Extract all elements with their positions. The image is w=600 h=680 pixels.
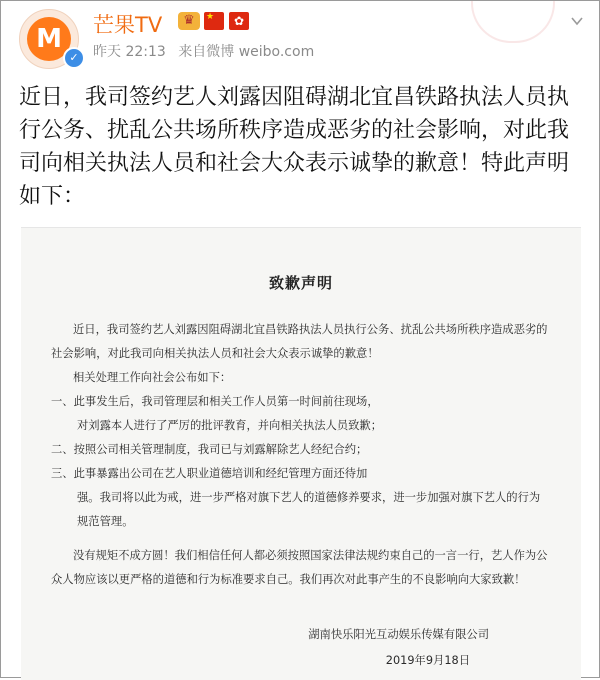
post-meta xyxy=(93,41,322,61)
chevron-down-icon[interactable] xyxy=(569,13,585,29)
hong-kong-flag-icon: ✿ xyxy=(229,12,249,30)
list-item-continuation: 对刘露本人进行了严厉的批评教育，并向相关执法人员致歉； xyxy=(77,419,383,432)
document-body xyxy=(51,318,551,592)
list-item-text: 此事发生后，我司管理层和相关工作人员第一时间前往现场， xyxy=(73,395,379,408)
list-item-number: 一、 xyxy=(51,395,74,408)
china-flag-icon: ★ xyxy=(204,12,224,30)
mango-tv-logo: M xyxy=(27,17,71,61)
list-item-continuation: 强。我司将以此为戒，进一步严格对旗下艺人的道德修养要求，进一步加强对旗下艺人的行为规范管理。 xyxy=(77,491,541,528)
post-text: 近日，我司签约艺人刘露因阻碍湖北宜昌铁路执法人员执行公务、扰乱公共场所秩序造成恶劣的社会影响，对此我司向相关执法人员和社会大众表示诚挚的歉意！特此声明如下： xyxy=(19,85,570,209)
document-date: 2019年9月18日 xyxy=(385,654,470,667)
document-lead: 相关处理工作向社会公布如下： xyxy=(73,371,232,384)
document-intro: 近日，我司签约艺人刘露因阻碍湖北宜昌铁路执法人员执行公务、扰乱公共场所秩序造成恶劣的社会影响，对此我司向相关执法人员和社会大众表示诚挚的歉意！ xyxy=(51,323,548,360)
list-item-text: 按照公司相关管理制度，我司已与刘露解除艺人经纪合约； xyxy=(73,443,368,456)
verified-icon: ✓ xyxy=(63,47,85,69)
list-item-number: 二、 xyxy=(51,443,74,456)
document-title: 致歉声明 xyxy=(268,274,333,292)
list-item-text: 此事暴露出公司在艺人职业道德培训和经纪管理方面还待加 xyxy=(73,467,368,480)
document-signature-company: 湖南快乐阳光互动娱乐传媒有限公司 xyxy=(308,628,489,641)
post-time[interactable]: 昨天 22:13 xyxy=(93,44,166,60)
document-closing: 没有规矩不成方圆！我们相信任何人都必须按照国家法律法规约束自己的一言一行，艺人作为公众人物应该以更严格的道德和行为标准要求自己。我们再次对此事产生的不良影响向大家致歉！ xyxy=(51,549,548,586)
list-item xyxy=(51,438,551,462)
post-source[interactable]: 来自微博 weibo.com xyxy=(178,44,315,60)
crown-icon: ♛ xyxy=(178,12,200,30)
list-item xyxy=(51,462,551,486)
username-link[interactable]: 芒果TV xyxy=(93,13,163,37)
watermark-stamp xyxy=(471,1,555,43)
list-item-number: 三、 xyxy=(51,467,74,480)
apology-statement-image[interactable] xyxy=(21,227,581,680)
list-item xyxy=(51,390,551,414)
